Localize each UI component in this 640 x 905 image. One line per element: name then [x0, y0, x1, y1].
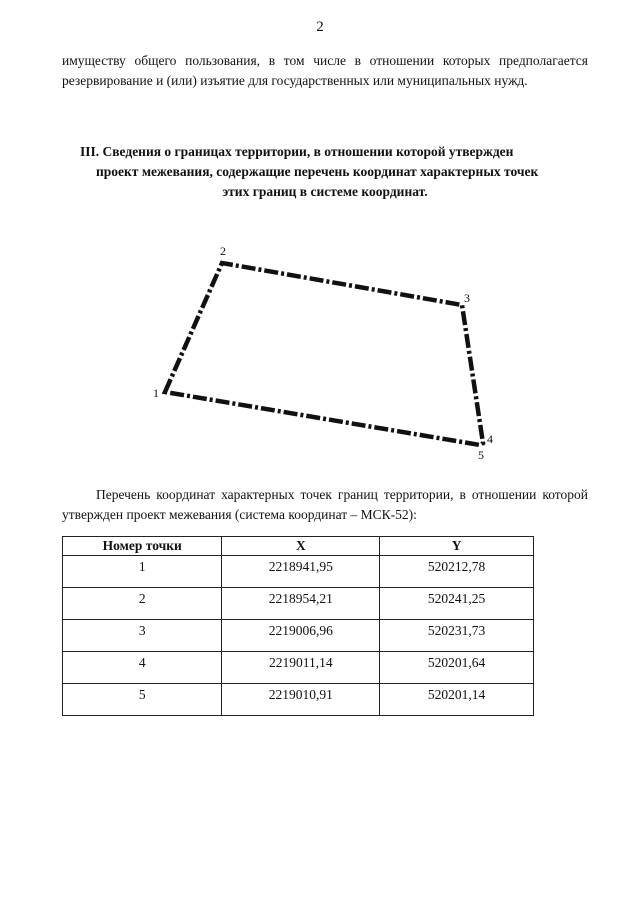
coordinates-list-intro: Перечень координат характерных точек границ территории, в отношении которой утвержден проект межевания (система координат – МСК-52): — [62, 487, 588, 522]
cell-point-number: 2 — [63, 588, 222, 620]
coordinates-table — [62, 536, 534, 716]
boundary-line — [165, 263, 483, 445]
point-label-1: 1 — [153, 386, 159, 400]
intro-paragraph: имуществу общего пользования, в том числе в отношении которых предполагается резервирование и (или) изъятие для государственных или муниципальных нужд. — [62, 53, 588, 88]
section-title — [62, 142, 588, 202]
cell-point-number: 1 — [63, 556, 222, 588]
table-row — [63, 556, 534, 588]
cell-x: 2218941,95 — [222, 556, 380, 588]
cell-point-number: 4 — [63, 652, 222, 684]
table-row — [63, 652, 534, 684]
page-number: 2 — [316, 19, 324, 35]
section-title-line-2: проект межевания, содержащие перечень координат характерных точек — [96, 164, 539, 179]
cell-y: 520231,73 — [380, 620, 534, 652]
point-label-3: 3 — [464, 291, 470, 305]
cell-x: 2219011,14 — [222, 652, 380, 684]
cell-x: 2219010,91 — [222, 684, 380, 716]
cell-y: 520201,14 — [380, 684, 534, 716]
point-label-5: 5 — [478, 448, 484, 462]
section-title-line-1: III. Сведения о границах территории, в отношении которой утвержден — [80, 144, 514, 159]
cell-x: 2219006,96 — [222, 620, 380, 652]
table-row — [63, 588, 534, 620]
section-title-line-3: этих границ в системе координат. — [222, 184, 428, 199]
table-header-row — [63, 537, 534, 556]
header-y: Y — [380, 537, 534, 556]
cell-y: 520241,25 — [380, 588, 534, 620]
point-label-4: 4 — [487, 432, 493, 446]
header-x: X — [222, 537, 380, 556]
cell-y: 520212,78 — [380, 556, 534, 588]
cell-x: 2218954,21 — [222, 588, 380, 620]
boundary-scheme — [140, 240, 510, 465]
cell-point-number: 5 — [63, 684, 222, 716]
table-row — [63, 684, 534, 716]
header-point-number: Номер точки — [63, 537, 222, 556]
table-row — [63, 620, 534, 652]
cell-point-number: 3 — [63, 620, 222, 652]
point-label-2: 2 — [220, 244, 226, 258]
cell-y: 520201,64 — [380, 652, 534, 684]
